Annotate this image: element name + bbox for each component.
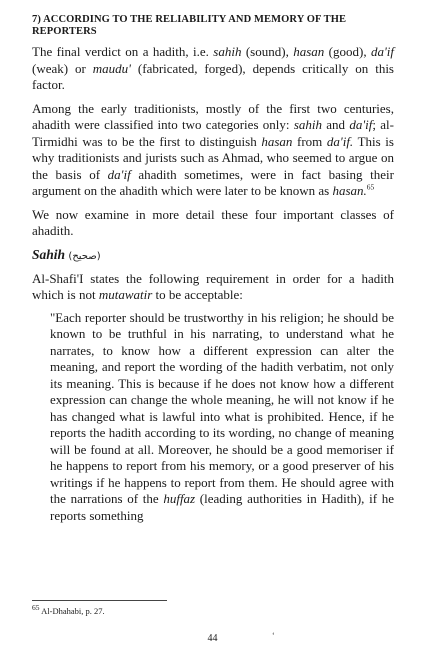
footnote-divider — [32, 600, 167, 601]
block-quote — [32, 310, 394, 525]
subheading-sahih: Sahih (صحيح) — [32, 246, 101, 262]
paragraph-final-verdict: The final verdict on a hadith, i.e. sahih (sound), hasan (good), da'if (weak) or maudu' (fabricated, forged), depends critically on this factor. — [32, 44, 394, 92]
footnote-reference[interactable]: 65 — [366, 182, 375, 192]
footnote: $^{65}$ Al-Dhahabi, p. 27. — [32, 603, 105, 616]
section-heading: 7) ACCORDING TO THE RELIABILITY AND MEMORY OF THE REPORTERS — [32, 14, 347, 37]
paragraph-shafi: Al-Shafi'I states the following requirement in order for a hadith which is not mutawatir to be acceptable: — [32, 270, 394, 302]
stray-mark: ‘ — [272, 631, 275, 640]
paragraph-examine: We now examine in more detail these four important classes of ahadith. — [32, 206, 394, 238]
page-number: 44 — [207, 633, 218, 644]
page-body — [32, 14, 394, 524]
quote-text: "Each reporter should be trustworthy in his religion; he should be known to be truthful in his narrating, to understand what he narrates, to know how a different expression can alter the meaning, and report the wording of the hadith verbatim, not only its meaning. This is because if he does not know how a different expression can change the whole meaning, he will not know if he has changed what is lawful into what is prohibited. Hence, if he reports the hadith according to its wording, no change of meaning will be found at all. Moreover, he should be a good memoriser if he happens to report from his memory, or a good preserver of his writings if he happens to report from them. He should agree with the narrations of the huffaz (leading authorities in Hadith), if he reports something — [50, 309, 394, 523]
arabic-term: (صحيح) — [68, 250, 101, 262]
paragraph-early-traditionists: Among the early traditionists, mostly of the first two centuries, ahadith were classified into two categories only: sahih and da'if; al-Tirmidhi was to be the first to distinguish hasan from da'if. This is why traditionists and jurists such as Ahmad, who seemed to argue on the basis of da'if ahadith sometimes, were in fact basing their argument on the ahadith which were later to be known as hasan.$^{65}$ — [32, 100, 394, 198]
